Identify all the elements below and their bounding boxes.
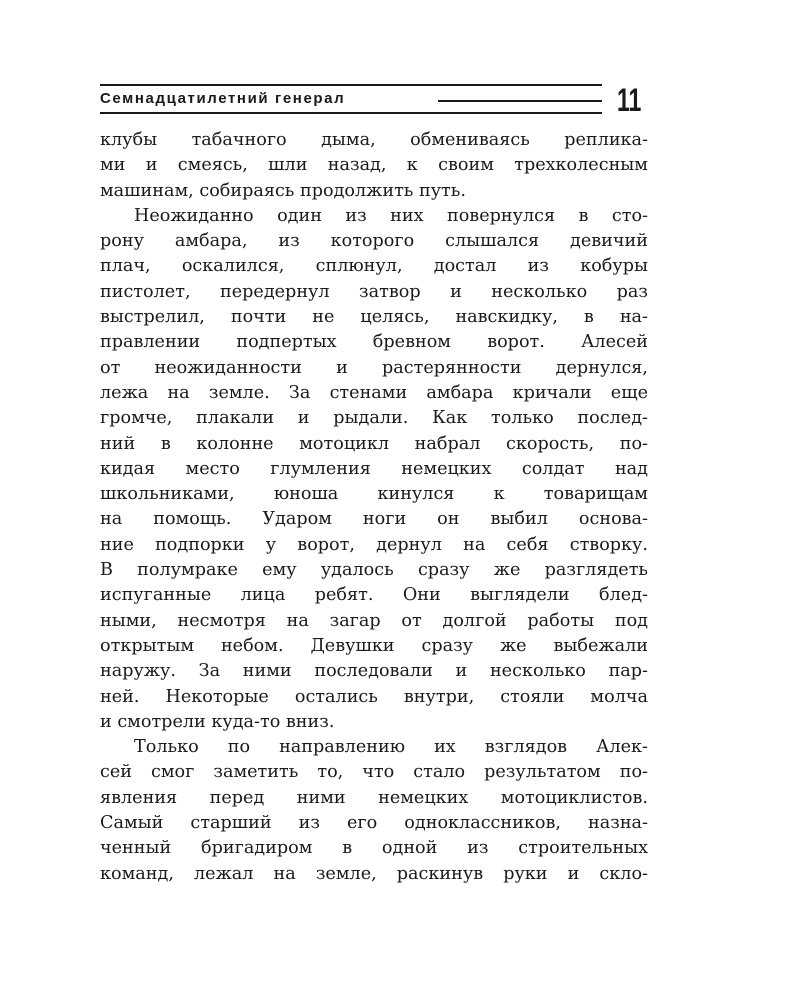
- text-line: плач, оскалился, сплюнул, достал из кобуры: [100, 256, 648, 277]
- text-line: школьниками, юноша кинулся к товарищам: [100, 484, 648, 505]
- text-line: Неожиданно один из них повернулся в сто-: [134, 205, 648, 226]
- page-number: 11: [617, 82, 642, 118]
- text-line: наружу. За ними последовали и несколько пар-: [100, 661, 648, 682]
- running-head-title: Семнадцатилетний генерал: [100, 90, 346, 107]
- header-rule-bottom: [100, 112, 602, 114]
- body-text: [100, 128, 648, 887]
- header-rule-top: [100, 84, 602, 86]
- text-line: громче, плакали и рыдали. Как только послед-: [100, 408, 648, 429]
- text-line: ченный бригадиром в одной из строительных: [100, 838, 648, 859]
- text-line: машинам, собираясь продолжить путь.: [100, 180, 466, 201]
- text-line: открытым небом. Девушки сразу же выбежали: [100, 635, 648, 656]
- text-line: команд, лежал на земле, раскинув руки и скло-: [100, 863, 648, 884]
- header-rule-middle: [438, 100, 602, 102]
- text-line: пистолет, передернул затвор и несколько раз: [100, 281, 648, 302]
- text-line: ний в колонне мотоцикл набрал скорость, по-: [100, 433, 648, 454]
- text-line: испуганные лица ребят. Они выглядели блед-: [100, 585, 648, 606]
- text-line: ние подпорки у ворот, дернул на себя створку.: [100, 534, 648, 555]
- text-line: В полумраке ему удалось сразу же разглядеть: [100, 560, 648, 581]
- text-line: сей смог заметить то, что стало результатом по-: [100, 762, 648, 783]
- text-line: Только по направлению их взглядов Алек-: [134, 737, 648, 758]
- text-line: клубы табачного дыма, обмениваясь реплика-: [100, 130, 648, 150]
- text-line: и смотрели куда-то вниз.: [100, 711, 335, 732]
- text-line: Самый старший из его одноклассников, назна-: [100, 813, 648, 834]
- text-line: ными, несмотря на загар от долгой работы под: [100, 610, 648, 631]
- text-line: от неожиданности и растерянности дернулся,: [100, 357, 648, 378]
- text-line: лежа на земле. За стенами амбара кричали еще: [100, 382, 648, 403]
- text-line: ми и смеясь, шли назад, к своим трехколесным: [100, 155, 648, 176]
- text-line: явления перед ними немецких мотоциклистов.: [100, 787, 648, 808]
- text-line: правлении подпертых бревном ворот. Алесей: [100, 332, 648, 353]
- text-line: кидая место глумления немецких солдат над: [100, 458, 648, 479]
- text-line: на помощь. Ударом ноги он выбил основа-: [100, 509, 648, 530]
- running-head: [100, 84, 648, 120]
- text-line: выстрелил, почти не целясь, навскидку, в на-: [100, 307, 648, 328]
- text-line: рону амбара, из которого слышался девичий: [100, 231, 648, 252]
- text-line: ней. Некоторые остались внутри, стояли молча: [100, 686, 648, 707]
